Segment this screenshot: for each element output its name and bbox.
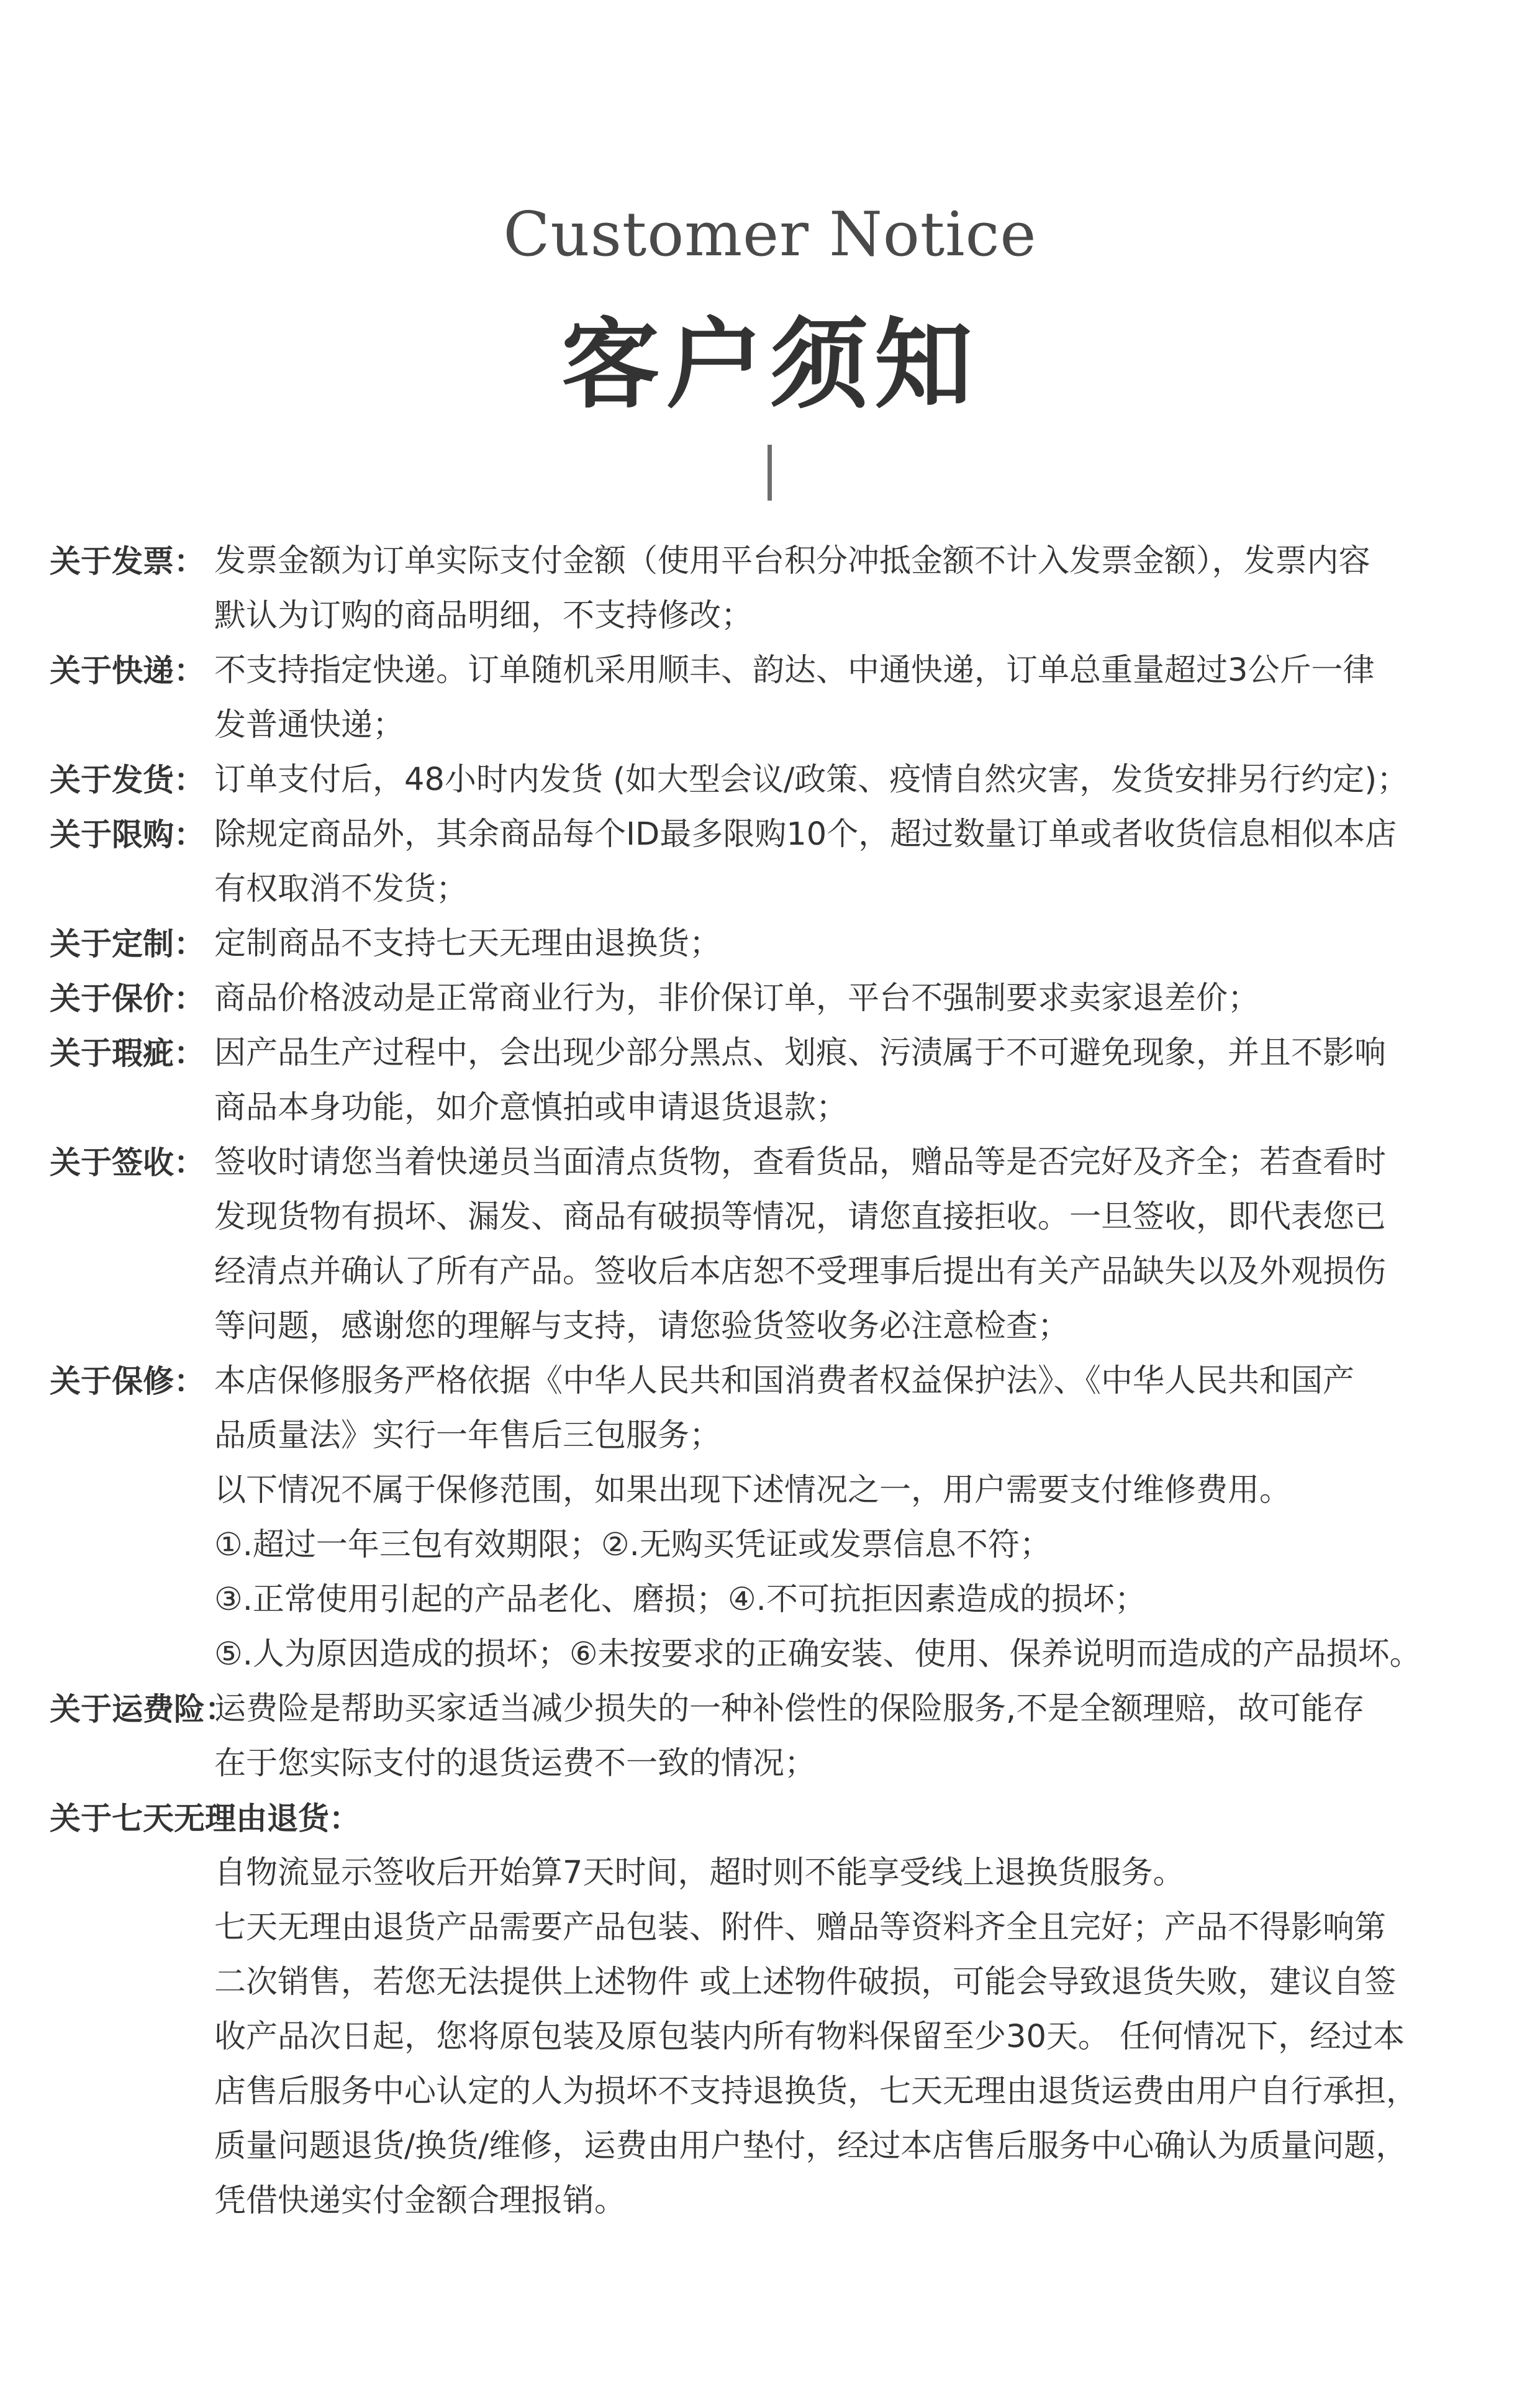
- notice-item: [0, 534, 1540, 643]
- notice-line: 默认为订购的商品明细，不支持修改；: [214, 597, 753, 634]
- notice-line: 发现货物有损坏、漏发、商品有破损等情况，请您直接拒收。一旦签收，即代表您已: [214, 1199, 1387, 1235]
- notice-item: [0, 753, 1540, 807]
- notice-line: 不支持指定快递。订单随机采用顺丰、韵达、中通快递，订单总重量超过3公斤一律: [214, 652, 1375, 689]
- notice-line: 除规定商品外，其余商品每个ID最多限购10个，超过数量订单或者收货信息相似本店: [214, 816, 1397, 853]
- notice-item: [0, 807, 1540, 917]
- notice-label: 关于保修：: [50, 1363, 205, 1399]
- notice-item: [0, 1354, 1540, 1682]
- notice-line: 因产品生产过程中，会出现少部分黑点、划痕、污渍属于不可避免现象，并且不影响: [214, 1035, 1387, 1071]
- notice-label: 关于签收：: [50, 1145, 205, 1181]
- notice-line: 等问题，感谢您的理解与支持，请您验货签收务必注意检查；: [214, 1308, 1070, 1345]
- notice-label: 关于快递：: [50, 653, 205, 689]
- notice-line: 商品价格波动是正常商业行为，非价保订单，平台不强制要求卖家退差价；: [214, 980, 1260, 1017]
- notice-line: 定制商品不支持七天无理由退换货；: [214, 925, 722, 962]
- notice-line: 在于您实际支付的退货运费不一致的情况；: [214, 1745, 817, 1782]
- notice-line: 发普通快递；: [214, 707, 405, 743]
- notice-list: [0, 534, 1540, 2228]
- notice-line: ③.正常使用引起的产品老化、磨损；④.不可抗拒因素造成的损坏；: [214, 1581, 1146, 1618]
- notice-item: [0, 917, 1540, 971]
- notice-label: 关于发货：: [50, 762, 205, 798]
- notice-body: [214, 753, 1456, 807]
- notice-line: ①.超过一年三包有效期限；②.无购买凭证或发票信息不符；: [214, 1527, 1051, 1563]
- notice-label: 关于定制：: [50, 926, 205, 962]
- return-policy-body: [214, 1846, 1456, 2228]
- notice-item: [0, 1135, 1540, 1354]
- notice-body: [214, 1026, 1456, 1135]
- notice-body: [214, 643, 1456, 753]
- return-policy-section: [0, 1791, 1540, 2228]
- notice-label: 关于限购：: [50, 817, 205, 853]
- notice-body: [214, 1682, 1456, 1791]
- notice-line: 品质量法》实行一年售后三包服务；: [214, 1417, 722, 1454]
- notice-line: 以下情况不属于保修范围，如果出现下述情况之一，用户需要支付维修费用。: [214, 1472, 1292, 1509]
- notice-item: [0, 1026, 1540, 1135]
- notice-item: [0, 971, 1540, 1026]
- return-policy-line: 七天无理由退货产品需要产品包装、附件、赠品等资料齐全且完好；产品不得影响第: [214, 1909, 1387, 1946]
- notice-item: [0, 1682, 1540, 1791]
- title-divider: [768, 445, 772, 501]
- return-policy-line: 收产品次日起，您将原包装及原包装内所有物料保留至少30天。 任何情况下，经过本: [214, 2019, 1405, 2055]
- notice-line: 经清点并确认了所有产品。签收后本店恕不受理事后提出有关产品缺失以及外观损伤: [214, 1253, 1387, 1290]
- notice-body: [214, 1354, 1456, 1682]
- return-policy-line: 店售后服务中心认定的人为损坏不支持退换货，七天无理由退货运费由用户自行承担，: [214, 2073, 1418, 2110]
- notice-line: 本店保修服务严格依据《中华人民共和国消费者权益保护法》、《中华人民共和国产: [214, 1363, 1355, 1399]
- return-policy-line: 质量问题退货/换货/维修，运费由用户垫付，经过本店售后服务中心确认为质量问题，: [214, 2128, 1408, 2165]
- notice-line: 签收时请您当着快递员当面清点货物，查看货品，赠品等是否完好及齐全；若查看时: [214, 1144, 1387, 1181]
- return-policy-line: 二次销售，若您无法提供上述物件 或上述物件破损，可能会导致退货失败，建议自签: [214, 1964, 1397, 2001]
- notice-body: [214, 1135, 1456, 1354]
- notice-body: [214, 534, 1456, 643]
- notice-item: [0, 643, 1540, 753]
- notice-line: 发票金额为订单实际支付金额（使用平台积分冲抵金额不计入发票金额），发票内容: [214, 543, 1370, 579]
- notice-body: [214, 971, 1456, 1026]
- title-chinese: 客户须知: [561, 308, 979, 422]
- notice-body: [214, 917, 1456, 971]
- notice-label: 关于瑕疵：: [50, 1035, 205, 1071]
- notice-line: 商品本身功能，如介意慎拍或申请退货退款；: [214, 1089, 848, 1126]
- return-policy-line: 自物流显示签收后开始算7天时间，超时则不能享受线上退换货服务。: [214, 1855, 1185, 1891]
- notice-line: 运费险是帮助买家适当减少损失的一种补偿性的保险服务,不是全额理赔，故可能存: [214, 1691, 1365, 1727]
- notice-line: 订单支付后，48小时内发货 (如大型会议/政策、疫情自然灾害，发货安排另行约定)；: [214, 761, 1409, 798]
- title-english: Customer Notice: [503, 199, 1037, 270]
- notice-body: [214, 807, 1456, 917]
- notice-label: 关于保价：: [50, 981, 205, 1017]
- notice-line: 有权取消不发货；: [214, 871, 468, 907]
- notice-label: 关于运费险：: [50, 1691, 236, 1727]
- return-policy-line: 凭借快递实付金额合理报销。: [214, 2183, 627, 2219]
- notice-label: 关于发票：: [50, 543, 205, 579]
- return-policy-label: 关于七天无理由退货：: [50, 1801, 360, 1837]
- notice-line: ⑤.人为原因造成的损坏；⑥未按要求的正确安装、使用、保养说明而造成的产品损坏。: [214, 1636, 1421, 1673]
